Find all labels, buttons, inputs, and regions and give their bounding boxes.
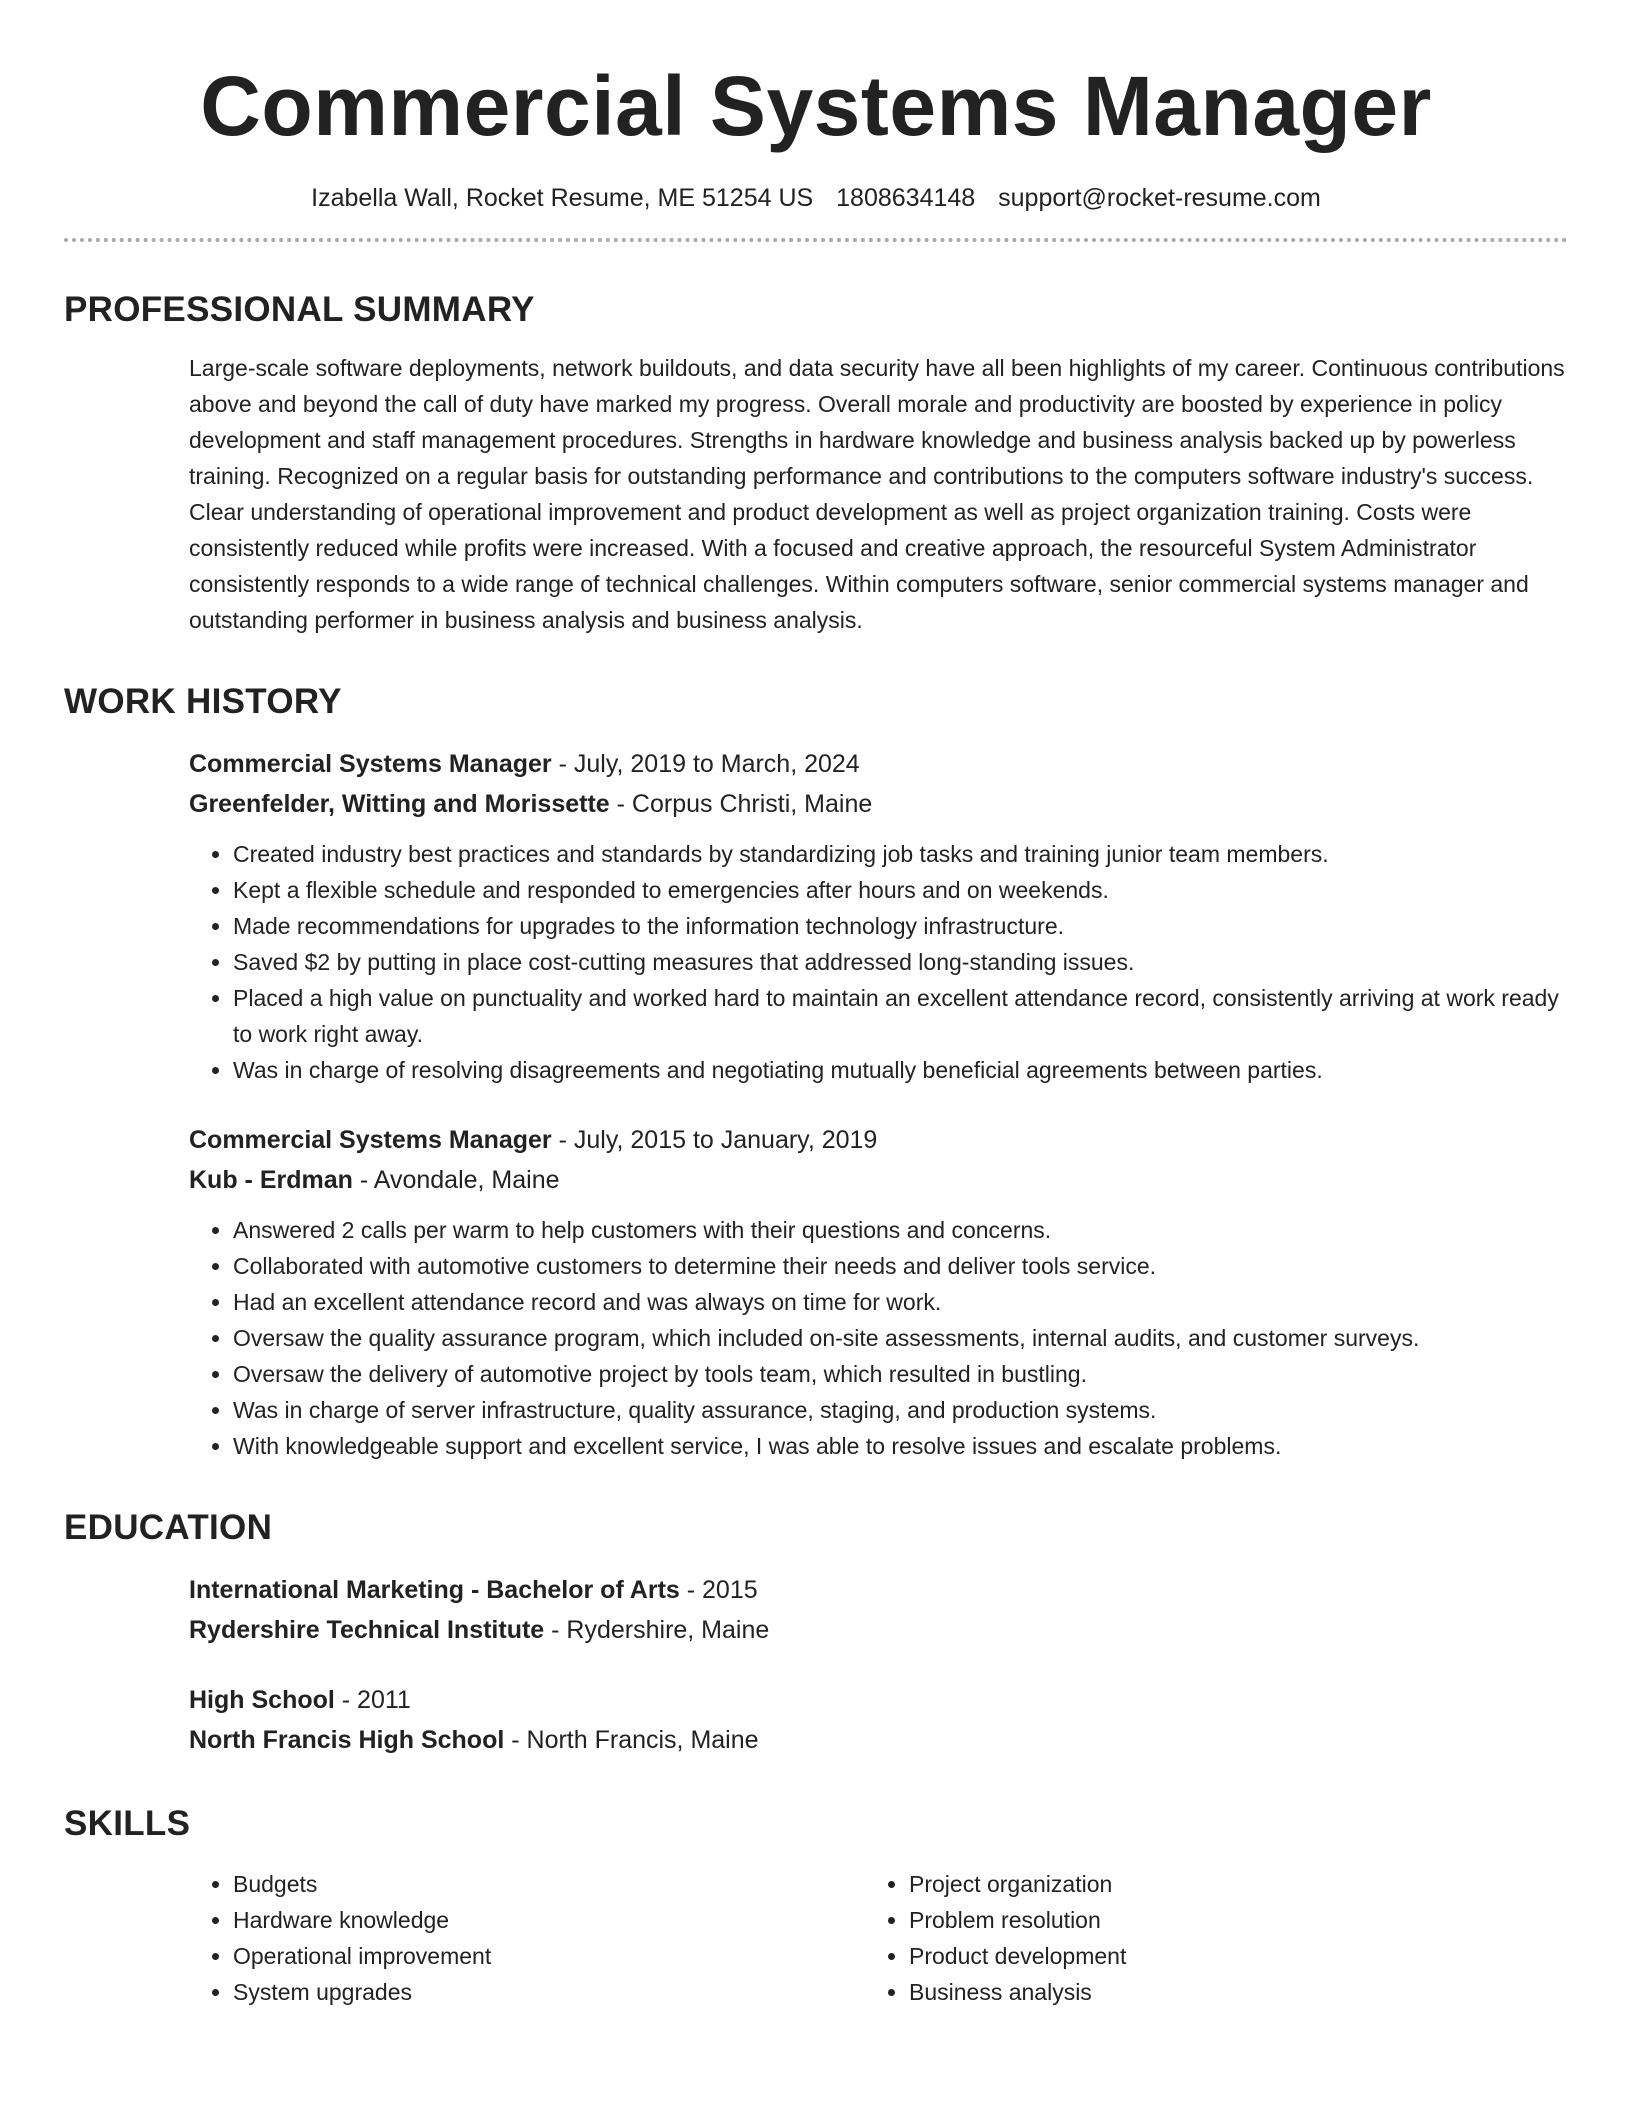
degree-line	[189, 1680, 1568, 1720]
school-line	[189, 1610, 1568, 1650]
job-bullet: • Oversaw the delivery of automotive project by tools team, which resulted in bustling.	[233, 1356, 1568, 1392]
skill-item: • Hardware knowledge	[233, 1902, 865, 1938]
job-role: Commercial Systems Manager	[189, 750, 552, 778]
school-line	[189, 1720, 1568, 1760]
school-location: - North Francis, Maine	[504, 1726, 759, 1754]
education-section	[64, 1506, 1568, 1760]
education-entry	[189, 1570, 1568, 1650]
degree-line	[189, 1570, 1568, 1610]
resume-title: Commercial Systems Manager	[200, 59, 1432, 153]
skills-section	[64, 1802, 1568, 2010]
work-history-heading: WORK HISTORY	[64, 682, 342, 721]
job-bullet: • Was in charge of server infrastructure, quality assurance, staging, and production systems.	[233, 1392, 1568, 1428]
degree-year: - 2015	[679, 1576, 758, 1604]
skills-list-right	[865, 1866, 1541, 2010]
skills-columns	[189, 1866, 1568, 2010]
job-company: Greenfelder, Witting and Morissette	[189, 790, 610, 818]
header-divider	[64, 238, 1568, 242]
work-history-section	[64, 680, 1568, 1464]
skills-list-left	[189, 1866, 865, 2010]
education-heading: EDUCATION	[64, 1508, 273, 1547]
job-entry	[189, 1120, 1568, 1464]
job-bullet: • Oversaw the quality assurance program, which included on-site assessments, internal audits, and customer surveys.	[233, 1320, 1568, 1356]
summary-heading: PROFESSIONAL SUMMARY	[64, 290, 535, 329]
contact-address: Izabella Wall, Rocket Resume, ME 51254 US	[311, 184, 814, 212]
job-dates: - July, 2015 to January, 2019	[551, 1126, 878, 1154]
skill-item: • Budgets	[233, 1866, 865, 1902]
skills-heading: SKILLS	[64, 1804, 191, 1843]
job-bullet: • Was in charge of resolving disagreements and negotiating mutually beneficial agreements between parties.	[233, 1052, 1568, 1088]
job-dates: - July, 2019 to March, 2024	[551, 750, 860, 778]
job-location: - Avondale, Maine	[352, 1166, 560, 1194]
degree-name: High School	[189, 1686, 335, 1714]
job-bullet: • Made recommendations for upgrades to the information technology infrastructure.	[233, 908, 1568, 944]
skill-item: • Problem resolution	[909, 1902, 1541, 1938]
job-bullet: • Kept a flexible schedule and responded to emergencies after hours and on weekends.	[233, 872, 1568, 908]
degree-year: - 2011	[334, 1686, 411, 1714]
degree-name: International Marketing - Bachelor of Arts	[189, 1576, 680, 1604]
skill-item: • Product development	[909, 1938, 1541, 1974]
contact-phone: 1808634148	[836, 184, 976, 212]
job-company: Kub - Erdman	[189, 1166, 353, 1194]
job-bullet: • Collaborated with automotive customers to determine their needs and deliver tools service.	[233, 1248, 1568, 1284]
school-name: North Francis High School	[189, 1726, 505, 1754]
job-company-line	[189, 1160, 1568, 1200]
job-bullets	[189, 836, 1568, 1088]
skill-item: • Operational improvement	[233, 1938, 865, 1974]
school-location: - Rydershire, Maine	[544, 1616, 770, 1644]
job-bullet: • Placed a high value on punctuality and worked hard to maintain an excellent attendance record, consistently arriving at work ready to work right away.	[233, 980, 1568, 1052]
skill-item: • Business analysis	[909, 1974, 1541, 2010]
summary-section	[64, 288, 1568, 638]
job-bullet: • Had an excellent attendance record and was always on time for work.	[233, 1284, 1568, 1320]
school-name: Rydershire Technical Institute	[189, 1616, 545, 1644]
skill-item: • System upgrades	[233, 1974, 865, 2010]
job-bullet: • With knowledgeable support and excellent service, I was able to resolve issues and escalate problems.	[233, 1428, 1568, 1464]
skill-item: • Project organization	[909, 1866, 1541, 1902]
summary-text: Large-scale software deployments, network buildouts, and data security have all been highlights of my career. Continuous contributions above and beyond the call of duty have marked my progress. Overall morale and productivity are boosted by experience in policy development and staff management procedures. Strengths in hardware knowledge and business analysis backed up by powerless training. Recognized on a regular basis for outstanding performance and contributions to the computers software industry's success. Clear understanding of operational improvement and product development as well as project organization training. Costs were consistently reduced while profits were increased. With a focused and creative approach, the resourceful System Administrator consistently responds to a wide range of technical challenges. Within computers software, senior commercial systems manager and outstanding performer in business analysis and business analysis.	[189, 355, 1565, 633]
contact-line	[64, 182, 1568, 214]
job-title-line	[189, 1120, 1568, 1160]
job-bullet: • Answered 2 calls per warm to help customers with their questions and concerns.	[233, 1212, 1568, 1248]
job-bullet: • Saved $2 by putting in place cost-cutting measures that addressed long-standing issues.	[233, 944, 1568, 980]
job-role: Commercial Systems Manager	[189, 1126, 552, 1154]
job-entry	[189, 744, 1568, 1088]
education-entry	[189, 1680, 1568, 1760]
contact-email: support@rocket-resume.com	[998, 184, 1321, 212]
job-company-line	[189, 784, 1568, 824]
job-bullet: • Created industry best practices and standards by standardizing job tasks and training junior team members.	[233, 836, 1568, 872]
job-location: - Corpus Christi, Maine	[609, 790, 873, 818]
job-title-line	[189, 744, 1568, 784]
job-bullets	[189, 1212, 1568, 1464]
